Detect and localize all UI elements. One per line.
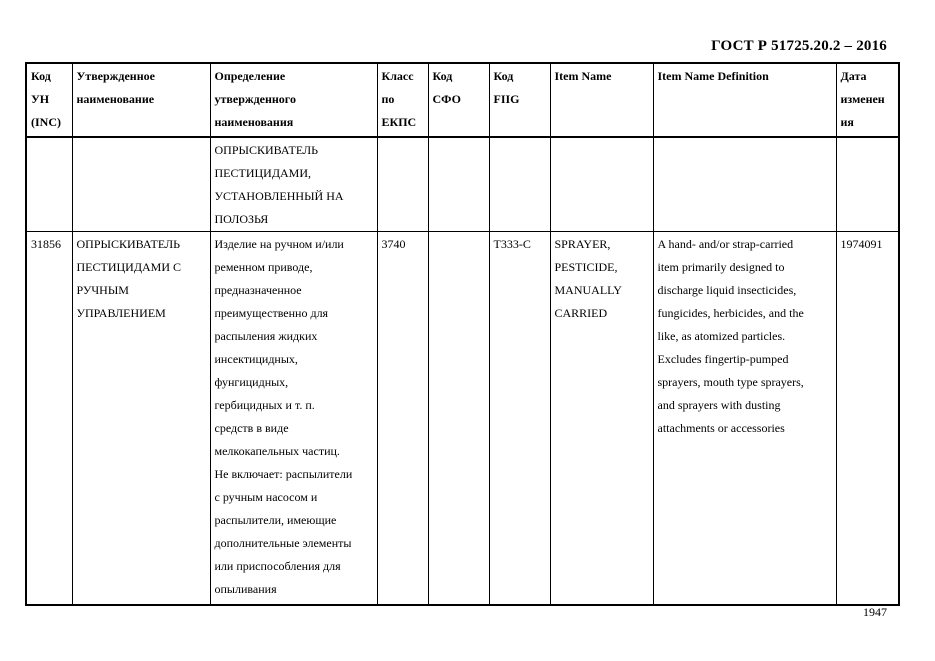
cell-item-name [550,232,653,605]
cell-item-name-definition [653,137,836,232]
table-header-row [26,63,899,137]
header-item-name-label: Item Name [554,69,612,83]
cell-class-ekps-text: 3740 [381,237,406,251]
header-class-ekps [377,63,428,137]
header-inc-label: Код УН (INC) [31,69,61,129]
cell-definition [210,137,377,232]
cell-item-name-text: SPRAYER, PESTICIDE, MANUALLY CARRIED [554,237,622,320]
cell-approved-name [72,137,210,232]
header-code-fiig [489,63,550,137]
cell-class-ekps [377,232,428,605]
header-approved-name-label: Утвержденное наименование [76,69,155,106]
header-code-sfo [428,63,489,137]
cell-code-fiig-text: T333-C [493,237,531,251]
cell-change-date [836,232,899,605]
header-change-date-label: Дата изменен ия [840,69,885,129]
cell-definition-text: Изделие на ручном и/или ременном приводе, предназначенное преимущественно для распыления жидких инсектицидных, фунгицидных, гербицидных и т. п. средств в виде мелкокапельных частиц. Не включает: распылители с ручным насосом и распылители, имеющие дополнительные элементы или приспособления для опыливания [214,237,353,596]
header-inc [26,63,72,137]
header-code-fiig-label: Код FIIG [493,69,520,106]
cell-code-fiig [489,137,550,232]
table-row [26,137,899,232]
header-change-date [836,63,899,137]
header-class-ekps-label: Класс по ЕКПС [381,69,417,129]
cell-approved-name [72,232,210,605]
header-definition-label: Определение утвержденного наименования [214,69,296,129]
cell-item-name [550,137,653,232]
cell-code-sfo [428,232,489,605]
cell-inc [26,232,72,605]
cell-inc-text: 31856 [31,237,61,251]
cell-change-date [836,137,899,232]
header-definition [210,63,377,137]
header-approved-name [72,63,210,137]
cell-definition-text: ОПРЫСКИВАТЕЛЬ ПЕСТИЦИДАМИ, УСТАНОВЛЕННЫЙ НА ПОЛОЗЬЯ [214,143,344,226]
cell-definition [210,232,377,605]
cell-code-sfo [428,137,489,232]
cell-item-name-definition [653,232,836,605]
cell-code-fiig [489,232,550,605]
page-number: 1947 [863,605,887,619]
cell-class-ekps [377,137,428,232]
header-item-name-definition-label: Item Name Definition [657,69,769,83]
header-code-sfo-label: Код СФО [432,69,461,106]
cell-change-date-text: 1974091 [840,237,883,251]
header-item-name [550,63,653,137]
classification-table [25,62,900,606]
cell-item-name-definition-text: A hand- and/or strap-carried item primarily designed to discharge liquid insecticides, fungicides, herbicides, and the like, as atomized particles. Excludes fingertip-pumped sprayers, mouth type sprayers, and sprayers with dusting attachments or accessories [657,237,804,435]
header-item-name-definition [653,63,836,137]
cell-approved-name-text: ОПРЫСКИВАТЕЛЬ ПЕСТИЦИДАМИ С РУЧНЫМ УПРАВЛЕНИЕМ [76,237,182,320]
document-standard-number: ГОСТ Р 51725.20.2 – 2016 [711,38,887,54]
cell-inc [26,137,72,232]
table-row [26,232,899,605]
